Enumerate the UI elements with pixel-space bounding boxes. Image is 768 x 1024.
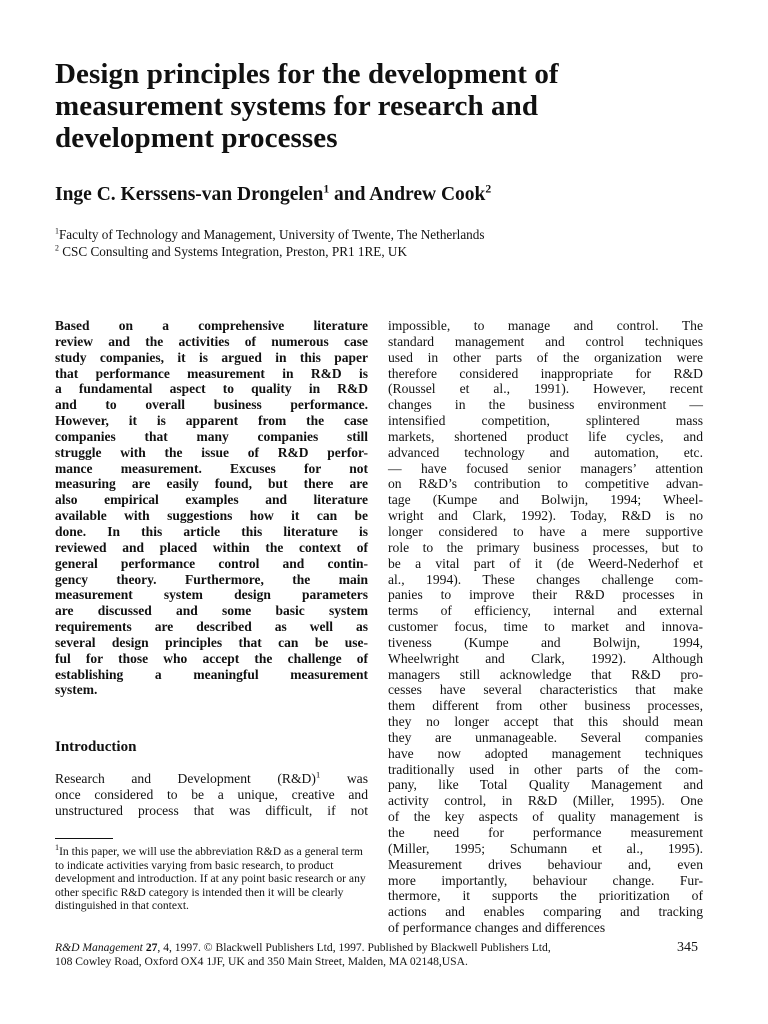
journal-volume: 27 bbox=[145, 941, 158, 954]
author-name: Inge C. Kerssens-van Drongelen bbox=[55, 184, 324, 205]
text-line: ful for those who accept the challenge of bbox=[55, 650, 368, 666]
text-line: measuring are easily found, but there are bbox=[55, 476, 368, 492]
text-line: (Miller, 1995; Schumann et al., 1995). bbox=[388, 840, 703, 856]
text-line: them different from other business processes, bbox=[388, 698, 703, 714]
body-paragraph bbox=[388, 318, 703, 936]
page-footer bbox=[55, 941, 665, 969]
text-line: Based on a comprehensive literature bbox=[55, 318, 368, 333]
affiliation bbox=[55, 243, 695, 260]
text-line: — have focused senior managers’ attention bbox=[388, 460, 703, 476]
text-line: Measurement drives behaviour and, even bbox=[388, 856, 703, 872]
text-line: cesses have several characteristics that make bbox=[388, 682, 703, 698]
affiliation-marker: 1 bbox=[323, 182, 330, 196]
affiliation-text: Faculty of Technology and Management, University of Twente, The Netherlands bbox=[58, 227, 485, 242]
footnote-marker: 1 bbox=[55, 843, 60, 853]
affiliation bbox=[55, 226, 695, 243]
text-line: struggle with the issue of R&D perfor- bbox=[55, 444, 368, 460]
text-line: impossible, to manage and control. The bbox=[388, 318, 703, 333]
text-line: be a vital part of it (de Weerd-Nederhof et bbox=[388, 555, 703, 571]
text-line: standard management and control techniques bbox=[388, 333, 703, 349]
affiliation-marker: 2 bbox=[485, 182, 492, 196]
text-line: study companies, it is argued in this paper bbox=[55, 349, 368, 365]
text-line: tage (Kumpe and Bolwijn, 1994; Wheel- bbox=[388, 492, 703, 508]
section-heading: Introduction bbox=[55, 739, 137, 755]
paper-title: Design principles for the development of measurement systems for research and development processes bbox=[55, 58, 559, 154]
text-line: several design principles that can be use- bbox=[55, 634, 368, 650]
text-line: advanced technology and automation, etc. bbox=[388, 444, 703, 460]
text-line: (Roussel et al., 1991). However, recent bbox=[388, 381, 703, 397]
text-span: was bbox=[320, 771, 368, 786]
text-line: managers still acknowledge that R&D pro- bbox=[388, 666, 703, 682]
text-line: activity control, in R&D (Miller, 1995). One bbox=[388, 793, 703, 809]
text-line: that performance measurement in R&D is bbox=[55, 365, 368, 381]
footer-text: , 4, 1997. © Blackwell Publishers Ltd, 1997. Published by Blackwell Publishers Ltd, bbox=[157, 941, 551, 954]
text-line: the need for performance measurement bbox=[388, 825, 703, 840]
text-line: reviewed and placed within the context of bbox=[55, 539, 368, 555]
text-line: wright and Clark, 1992). Today, R&D is no bbox=[388, 508, 703, 524]
text-line: general performance control and contin- bbox=[55, 555, 368, 571]
text-line: used in other parts of the organization were bbox=[388, 349, 703, 365]
text-line: unstructured process that was difficult, if not bbox=[55, 802, 368, 818]
text-line: actions and enables comparing and tracking bbox=[388, 904, 703, 920]
affiliation-text: CSC Consulting and Systems Integration, Preston, PR1 1RE, UK bbox=[62, 244, 407, 259]
text-line: requirements are described as well as bbox=[55, 619, 368, 635]
footnote bbox=[55, 845, 368, 913]
text-line: tiveness (Kumpe and Bolwijn, 1994, bbox=[388, 634, 703, 650]
footnote-marker: 1 bbox=[315, 769, 321, 780]
text-span: Research and Development (R&D) bbox=[55, 771, 316, 786]
introduction-text bbox=[55, 771, 368, 819]
text-line: Wheelwright and Clark, 1992). Although bbox=[388, 650, 703, 666]
text-line: a fundamental aspect to quality in R&D bbox=[55, 381, 368, 397]
text-line: role to the primary business processes, but to bbox=[388, 539, 703, 555]
text-line: of the key aspects of quality management is bbox=[388, 809, 703, 825]
text-line: traditionally used in other parts of the com- bbox=[388, 761, 703, 777]
text-line: they are unmanageable. Several companies bbox=[388, 729, 703, 745]
body-paragraph bbox=[55, 771, 368, 819]
abstract bbox=[55, 318, 368, 698]
footnote-divider bbox=[55, 838, 113, 839]
text-line: more importantly, behaviour change. Fur- bbox=[388, 872, 703, 888]
text-line: companies that many companies still bbox=[55, 428, 368, 444]
text-line: once considered to be a unique, creative and bbox=[55, 786, 368, 802]
text-line: done. In this article this literature is bbox=[55, 523, 368, 539]
footnote-text: In this paper, we will use the abbreviation R&D as a general term to indicate activities varying from basic research, to product development and introduction. If at any point basic research or any other specific R&D category is intended then it will be clearly distinguished in that context. bbox=[55, 845, 366, 913]
text-line: gency theory. Furthermore, the main bbox=[55, 571, 368, 587]
text-line: have now adopted management techniques bbox=[388, 745, 703, 761]
affiliation-marker: 2 bbox=[55, 243, 59, 253]
text-line: customer focus, time to market and innova- bbox=[388, 619, 703, 635]
page-number: 345 bbox=[677, 940, 698, 955]
text-line: mance measurement. Excuses for not bbox=[55, 460, 368, 476]
text-line: therefore considered inappropriate for R&D bbox=[388, 365, 703, 381]
text-line: available with suggestions how it can be bbox=[55, 508, 368, 524]
text-line: on R&D’s contribution to competitive advan- bbox=[388, 476, 703, 492]
text-line: longer considered to have a mere supportive bbox=[388, 523, 703, 539]
text-line: are discussed and some basic system bbox=[55, 603, 368, 619]
text-line: establishing a meaningful measurement bbox=[55, 666, 368, 682]
text-line: markets, shortened product life cycles, and bbox=[388, 428, 703, 444]
footer-address: 108 Cowley Road, Oxford OX4 1JF, UK and 350 Main Street, Malden, MA 02148,USA. bbox=[55, 955, 468, 968]
text-line: thermore, it supports the prioritization of bbox=[388, 888, 703, 904]
text-line: panies to improve their R&D processes in bbox=[388, 587, 703, 603]
text-line: al., 1994). These changes challenge com- bbox=[388, 571, 703, 587]
author-line bbox=[55, 184, 695, 206]
text-line: of performance changes and differences bbox=[388, 920, 606, 936]
affiliations bbox=[55, 226, 695, 260]
journal-name: R&D Management bbox=[55, 941, 143, 954]
text-line: they no longer accept that this should mean bbox=[388, 714, 703, 730]
left-column bbox=[55, 318, 368, 698]
affiliation-marker: 1 bbox=[55, 226, 59, 236]
text-line: terms of efficiency, internal and external bbox=[388, 603, 703, 619]
text-line: review and the activities of numerous case bbox=[55, 333, 368, 349]
text-line: However, it is apparent from the case bbox=[55, 413, 368, 429]
text-line: and to overall business performance. bbox=[55, 397, 368, 413]
text-line: pany, like Total Quality Management and bbox=[388, 777, 703, 793]
text-line: intensified competition, splintered mass bbox=[388, 413, 703, 429]
right-column bbox=[388, 318, 703, 936]
author-connector: and bbox=[329, 184, 370, 205]
text-line bbox=[55, 771, 368, 787]
author-name: Andrew Cook bbox=[369, 184, 486, 205]
text-line: changes in the business environment — bbox=[388, 397, 703, 413]
text-line: system. bbox=[55, 682, 98, 698]
text-line: measurement system design parameters bbox=[55, 587, 368, 603]
text-line: also empirical examples and literature bbox=[55, 492, 368, 508]
